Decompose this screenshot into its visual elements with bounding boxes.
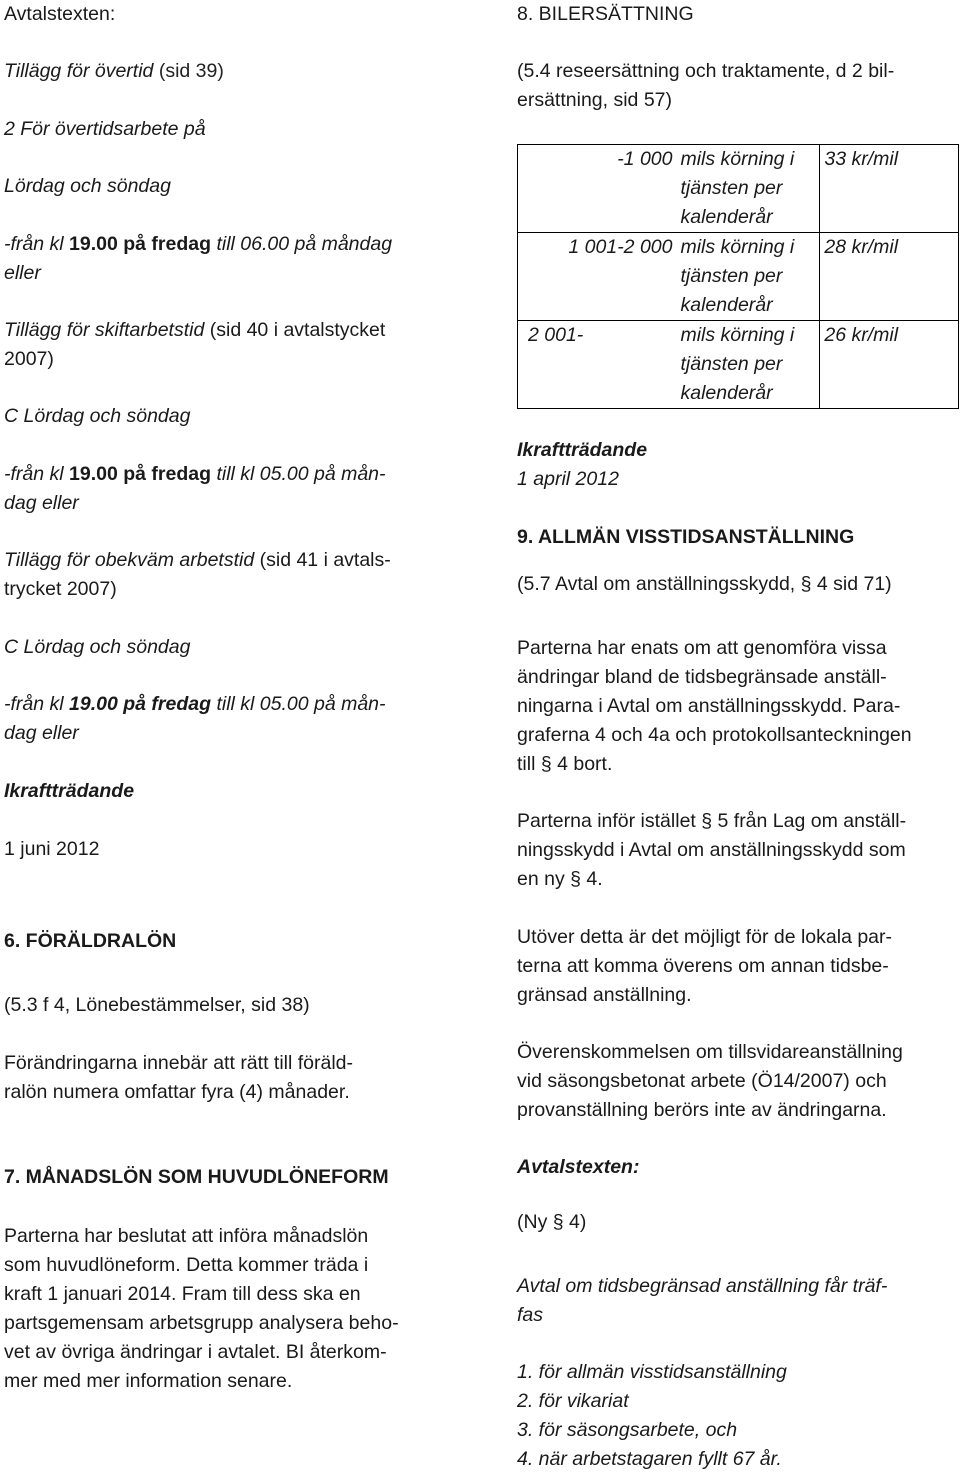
overtid-ref: (sid 39) bbox=[158, 60, 224, 82]
paragraph-line: Överenskommelsen om tillsvidareanställning bbox=[517, 1041, 903, 1063]
obekvam-heading bbox=[4, 546, 391, 575]
rate-from: -1 000 bbox=[518, 145, 677, 233]
mileage-rate-table bbox=[517, 144, 959, 409]
section-7-text bbox=[4, 1222, 399, 1396]
paragraph-line: Parterna har enats om att genomföra vissa bbox=[517, 637, 887, 659]
table-row bbox=[518, 145, 959, 233]
rate-description bbox=[676, 145, 819, 233]
section-7-line: som huvudlöneform. Detta kommer träda i bbox=[4, 1254, 369, 1276]
rate-desc-line: kalenderår bbox=[680, 382, 773, 404]
ikraft-date: 1 juni 2012 bbox=[4, 838, 100, 860]
section-9-paragraph-3 bbox=[517, 923, 892, 1010]
paragraph-line: till § 4 bort. bbox=[517, 753, 613, 775]
skift-ref-cont: 2007) bbox=[4, 348, 54, 370]
obekvam-ref-cont: trycket 2007) bbox=[4, 578, 117, 600]
section-6-heading: 6. FÖRÄLDRALÖN bbox=[4, 930, 177, 952]
section-7-line: kraft 1 januari 2014. Fram till dess ska en bbox=[4, 1283, 361, 1305]
skift-heading bbox=[4, 316, 385, 345]
rate-desc-line: kalenderår bbox=[680, 206, 773, 228]
section-6-text-1: Förändringarna innebär att rätt till föräld- bbox=[4, 1052, 354, 1074]
section-7-line: mer med mer information senare. bbox=[4, 1370, 293, 1392]
section-8-ref-2: ersättning, sid 57) bbox=[517, 89, 673, 111]
rate-amount: 28 kr/mil bbox=[820, 233, 959, 321]
rate-desc-line: tjänsten per bbox=[680, 353, 783, 375]
obekvam-time-start: 19.00 på fredag bbox=[69, 693, 212, 715]
list-item: 1. för allmän visstidsanställning bbox=[517, 1361, 787, 1383]
paragraph-line: terna att komma överens om annan tidsbe- bbox=[517, 955, 889, 977]
rate-description bbox=[676, 321, 819, 409]
obekvam-time-prefix: -från kl bbox=[4, 693, 64, 715]
paragraph-line: gränsad anställning. bbox=[517, 984, 692, 1006]
rate-desc-line: mils körning i bbox=[680, 148, 795, 170]
section-9-paragraph-4 bbox=[517, 1038, 903, 1125]
rate-desc-line: kalenderår bbox=[680, 294, 773, 316]
rate-desc-line: tjänsten per bbox=[680, 265, 783, 287]
section-7-heading: 7. MÅNADSLÖN SOM HUVUDLÖNEFORM bbox=[4, 1166, 389, 1188]
paragraph-line: Utöver detta är det möjligt för de lokala par- bbox=[517, 926, 893, 948]
section-8-ref-1: (5.4 reseersättning och traktamente, d 2 bil- bbox=[517, 60, 895, 82]
paragraph-line: Parterna inför istället § 5 från Lag om anställ- bbox=[517, 810, 907, 832]
overtid-time-start: 19.00 på fredag bbox=[69, 233, 212, 255]
paragraph-line: ningsskydd i Avtal om anställningsskydd som bbox=[517, 839, 906, 861]
table-row bbox=[518, 321, 959, 409]
skift-time-start: 19.00 på fredag bbox=[69, 463, 212, 485]
rate-amount: 26 kr/mil bbox=[820, 321, 959, 409]
paragraph-line: en ny § 4. bbox=[517, 868, 603, 890]
section-9-ref: (5.7 Avtal om anställningsskydd, § 4 sid 71) bbox=[517, 573, 892, 595]
skift-time-or: dag eller bbox=[4, 492, 79, 514]
section-7-line: partsgemensam arbetsgrupp analysera beho- bbox=[4, 1312, 399, 1334]
section-9-paragraph-1 bbox=[517, 634, 912, 779]
overtid-time-prefix: -från kl bbox=[4, 233, 64, 255]
avtalstexten-heading-right: Avtalstexten: bbox=[517, 1156, 640, 1178]
section-9-paragraph-2 bbox=[517, 807, 906, 894]
rate-desc-line: mils körning i bbox=[680, 324, 795, 346]
section-7-line: Parterna har beslutat att införa månadslön bbox=[4, 1225, 369, 1247]
ikraft-heading: Ikraftträdande bbox=[4, 780, 135, 802]
avtalstexten-heading: Avtalstexten: bbox=[4, 3, 116, 25]
overtid-sub: 2 För övertidsarbete på bbox=[4, 118, 206, 140]
list-item: 3. för säsongsarbete, och bbox=[517, 1419, 738, 1441]
section-8-heading: 8. BILERSÄTTNING bbox=[517, 3, 694, 25]
paragraph-line: ändringar bland de tidsbegränsade anställ- bbox=[517, 666, 887, 688]
skift-time-end: till kl 05.00 på mån- bbox=[216, 463, 386, 485]
obekvam-days: C Lördag och söndag bbox=[4, 636, 191, 658]
overtid-time-or: eller bbox=[4, 262, 41, 284]
paragraph-line: graferna 4 och 4a och protokollsanteckningen bbox=[517, 724, 912, 746]
new-paragraph-label: (Ny § 4) bbox=[517, 1211, 587, 1233]
skift-title: Tillägg för skiftarbetstid bbox=[4, 319, 205, 341]
obekvam-time-end: till kl 05.00 på mån- bbox=[216, 693, 386, 715]
rate-from: 2 001- bbox=[518, 321, 677, 409]
reasons-list bbox=[517, 1358, 787, 1474]
avtal-title-2: fas bbox=[517, 1304, 544, 1326]
paragraph-line: provanställning berörs inte av ändringarna. bbox=[517, 1099, 887, 1121]
rate-desc-line: tjänsten per bbox=[680, 177, 783, 199]
section-7-line: vet av övriga ändringar i avtalet. BI återkom- bbox=[4, 1341, 387, 1363]
skift-time bbox=[4, 460, 386, 489]
list-item: 4. när arbetstagaren fyllt 67 år. bbox=[517, 1448, 782, 1470]
obekvam-time bbox=[4, 690, 386, 719]
section-6-ref: (5.3 f 4, Lönebestämmelser, sid 38) bbox=[4, 994, 310, 1016]
skift-days: C Lördag och söndag bbox=[4, 405, 191, 427]
overtid-days: Lördag och söndag bbox=[4, 175, 171, 197]
table-row bbox=[518, 233, 959, 321]
section-6-text-2: ralön numera omfattar fyra (4) månader. bbox=[4, 1081, 350, 1103]
paragraph-line: ningarna i Avtal om anställningsskydd. Para- bbox=[517, 695, 901, 717]
rate-desc-line: mils körning i bbox=[680, 236, 795, 258]
overtid-time-end: till 06.00 på måndag bbox=[216, 233, 393, 255]
rate-description bbox=[676, 233, 819, 321]
avtal-title-1: Avtal om tidsbegränsad anställning får träf- bbox=[517, 1275, 888, 1297]
overtid-heading bbox=[4, 57, 224, 86]
obekvam-title: Tillägg för obekväm arbetstid bbox=[4, 549, 255, 571]
section-9-heading: 9. ALLMÄN VISSTIDSANSTÄLLNING bbox=[517, 526, 855, 548]
obekvam-ref: (sid 41 i avtals- bbox=[259, 549, 391, 571]
paragraph-line: vid säsongsbetonat arbete (Ö14/2007) och bbox=[517, 1070, 887, 1092]
rate-from: 1 001-2 000 bbox=[518, 233, 677, 321]
section-8-ikraft-date: 1 april 2012 bbox=[517, 468, 619, 490]
rate-amount: 33 kr/mil bbox=[820, 145, 959, 233]
section-8-ikraft-heading: Ikraftträdande bbox=[517, 439, 648, 461]
overtid-time bbox=[4, 230, 392, 259]
overtid-title: Tillägg för övertid bbox=[4, 60, 154, 82]
skift-ref: (sid 40 i avtalstycket bbox=[209, 319, 386, 341]
skift-time-prefix: -från kl bbox=[4, 463, 64, 485]
obekvam-time-or: dag eller bbox=[4, 722, 79, 744]
list-item: 2. för vikariat bbox=[517, 1390, 629, 1412]
